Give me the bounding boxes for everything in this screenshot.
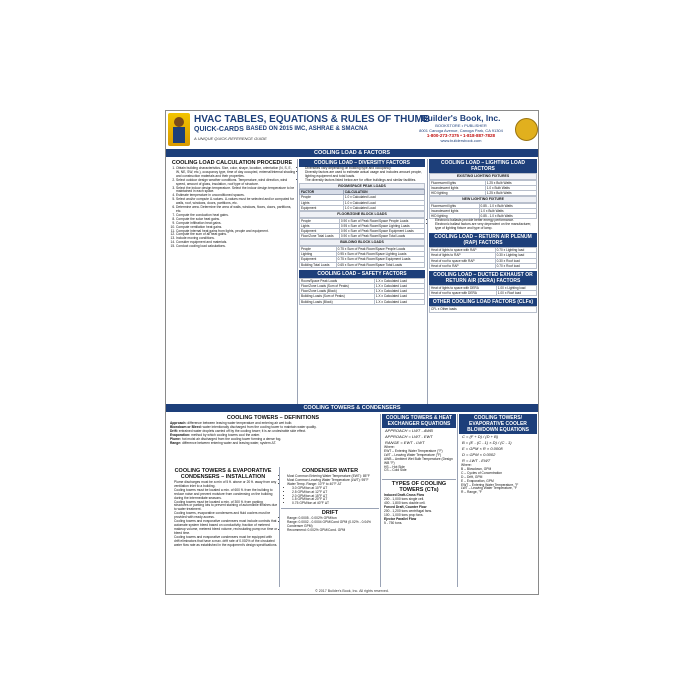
table-row: Equipment 0.75 x Sum of Peak Room/Space Equipment Loads [300,257,425,262]
definition-item: Evaporation: method by which cooling towers cool the water. [170,432,260,437]
blowdown-def: LWT – Leaving Water Temperature, °F [461,486,517,491]
installation-bullet: • Cooling towers must be located a min. of 600 ft. from the building to reduce noise and prevent moisture from condensing on the building during the intermediate seasons. [174,489,278,501]
table-row: Heat of lights to RAP 0.30 x Lighting load [430,253,537,258]
calc-step: 15. Conduct cooling load calculations. [176,245,296,249]
calc-steps [168,167,296,249]
drift-item: • Recommend: 0.002% GPM/Cond. GPM [287,529,379,533]
installation-bullets [168,481,278,547]
calc-step: 2. Select outdoor design weather conditions. Temperature, wind direction, wind speed, amount of glass, insulation, roof type of structure. [176,179,296,187]
dera-title: COOLING LOAD – DUCTED EXHAUST OR RETURN AIR (DERA) FACTORS [429,271,537,285]
types-item: 5 - 750 tons. [384,520,403,525]
rap-table [429,247,537,269]
table-row: Incandescent lights 1.0 x Bulb Watts [430,209,537,214]
table-row: CFL x Other loads [430,307,537,312]
blowdown-def: EWT – Entering Water Temperature, °F [461,482,519,487]
table-row: Equipment 0.90 x Sum of Peak Room/Space Equipment Loads [300,229,425,234]
table-row: Building Loads (Sum of Peaks) 1.X x Calculated Load [300,294,425,299]
floor-block-table [299,218,425,240]
hx-equation: APPROACH = LWT - AWB [385,428,433,433]
existing-table [429,180,537,197]
calc-procedure-column [168,159,296,404]
table-row: People 1.0 x Calculated Load [300,195,425,200]
calc-step: 12. Compute the sum of all heat gains. [176,233,296,237]
diversity-bullet: • Diversity factors are used to estimate actual usage and includes amount people, lighting equipment and total loads. [305,171,425,179]
publisher-url: www.buildersbook.com [440,138,482,143]
existing-title: EXISTING LIGHTING FIXTURES [429,173,537,180]
table-row: Equipment 1.0 x Calculated Load [300,205,425,210]
table-row: Heat of lights to space with RAP 0.70 x Lighting load [430,248,537,253]
definitions-title: COOLING TOWERS – DEFINITIONS [226,415,320,421]
types-item: 200 - 1,200 tons centrifugal fans. [384,508,433,513]
types-item: 200 - 1,000 tons single cell. [384,497,425,502]
table-row: Floor/Zone Loads (Block) 1.X x Calculated Load [300,289,425,294]
table-row: Lights 1.0 x Calculated Load [300,200,425,205]
hx-def: AWB – Ambient Wet Bulb Temperature (Design WB °F) [384,456,453,465]
blowdown-block [459,414,537,587]
new-title: NEW LIGHTING FIXTURE [429,196,537,203]
definition-item: Range: difference between entering water and leaving water, system ΔT. [170,440,277,445]
types-group-head: Forced Draft, Counter Flow [384,505,427,510]
safety-table [299,278,425,305]
blowdown-where: Where: [461,463,472,467]
drift-item: • Range: 0.0005 - 0.002% GPM/ton [287,517,379,521]
hx-def: CS – Cold Side [384,468,407,473]
blowdown-equation: D = GPM × 0.0002 [462,452,496,457]
blowdown-def: B – Blowdown, GPM [461,466,492,471]
dera-table [429,285,537,296]
table-row: Incandescent lights 1.0 x Bulb Watts [430,185,537,190]
table-row: Floor/Zone Total Loads 0.90 x Sum of Peak Room/Space Total Loads [300,234,425,239]
types-title: TYPES OF COOLING TOWERS (CTs) [382,479,456,494]
calc-step: 7. Compute the conduction heat gains. [176,214,296,218]
definition-item: Approach: difference between leaving water temperature and entering air wet bulb. [170,421,293,425]
tagline: A UNIQUE QUICK-REFERENCE GUIDE [194,136,267,141]
diversity-title: COOLING LOAD – DIVERSITY FACTORS [299,159,425,167]
quick-card [165,110,539,595]
product-name: QUICK-CARDS [194,126,244,133]
room-peak-table [299,189,425,211]
types-group-head: Induced Draft-Cross Flow [384,493,425,498]
condenser-item: • 3.0 GPM/ton at 10°F ΔT [292,487,379,491]
calc-step: 11. Compute internal heat gains from lights, people and equipment. [176,230,296,234]
lighting-note: • Electronic ballast factors are very dependent on the manufacturer, type of lighting fixture and type of lamp. [435,223,537,231]
blowdown-def: D – Drift, GPM [461,474,483,479]
definition-item: Blowdown or Bleed: water intentionally discharged from the cooling tower to maintain water quality. [170,424,317,429]
table-row: Heat of roof to RAP 0.70 x Roof load [430,263,537,268]
publisher-phone: 1-800-273-7375 • 1-818-887-7828 [426,133,496,138]
lighting-note: • Electronic ballasts provide better energy performance. [435,219,537,223]
worker-logo-icon [168,113,190,146]
table-row: Building Total Loads 0.65 x Sum of Peak Room/Space Total Loads [300,262,425,267]
calc-step: 5. Select and/or compute U-values. U-values must be selected and/or computed for walls, roof, windows, doors, partitions, etc. [176,198,296,206]
blowdown-equation: B = (E - (C - 1) × D) / (C - 1) [462,440,512,445]
condenser-title: CONDENSER WATER [301,468,359,474]
publisher-name: Builder's Book, Inc. [421,113,501,123]
copyright-footer: © 2017 Builder's Book, Inc. All rights reserved. [315,589,389,593]
blowdown-def: C – Cycles of Concentration [461,470,503,475]
condenser-item: • 0.75 GPM/ton at 40°F ΔT [292,502,379,506]
calc-step: 9. Compute infiltration heat gains. [176,222,296,226]
diversity-bullet: • The diversity factors listed below are for office buildings and similar facilities. [305,179,425,183]
hx-def: HS – Hot Side [384,464,405,469]
towers-banner: COOLING TOWERS & CONDENSERS [166,404,538,412]
table-row: Heat of roof to space with RAP 0.30 x Roof load [430,258,537,263]
installation-bullet: • Cooling towers must be located a min. of 300 ft. from parking structures or parking lots to prevent staining of automobile finishes due to water treatment. [174,501,278,513]
calc-step: 1. Obtain building characteristics. Size, color, shape, location, orientation (N, S, E, W, NE, SW, etc.), occupancy type, time of day occupied, external/internal shading and construction materials and their properties. [176,167,296,179]
table-row: Room/Space Peak Loads 1.X x Calculated Load [300,278,425,283]
installation-bullet: • Cooling towers, evaporative condensers and fluid coolers must be provided with ready access. [174,512,278,520]
table-row: Fluorescent lights 0.85 - 1.0 x Bulb Watts [430,203,537,208]
calc-step: 8. Compute the solar heat gains. [176,218,296,222]
table-row: Heat of roof to space with DERA 1.00 x Roof load [430,291,537,296]
calc-step: 4. Estimate temperature in unconditioned spaces. [176,194,296,198]
condenser-item: • 2.0 GPM/ton at 15°F ΔT [292,495,379,499]
blowdown-equation: R = LWT - EWT [462,458,491,463]
publisher-address: 8001 Canoga Avenue, Canoga Park, CA 91304 [419,128,503,133]
blowdown-def: R – Range, °F [461,490,482,495]
blowdown-equation: C = (F + D) / (D + B) [462,434,499,439]
hx-title: COOLING TOWERS & HEAT EXCHANGER EQUATIONS [382,414,456,428]
drift-items [281,517,379,533]
new-table [429,203,537,220]
publisher-sub: BOOKSTORE • PUBLISHER [435,123,487,128]
publisher-block [411,113,511,143]
col-factor: FACTOR [300,190,344,195]
award-seal-icon [515,118,538,141]
room-peak-title: ROOM/SPACE PEAK LOADS [299,183,425,190]
installation-bullet: • Plume discharges must be a min of 5 ft. above or 20 ft. away from any ventilation inlet to a building. [174,481,278,489]
table-row: HID lighting 1.25 x Bulb Watts [430,191,537,196]
hx-equation: APPROACH = LWT - EWT [385,434,433,439]
building-block-table [299,246,425,268]
installation-block [168,467,278,587]
definition-item: Drift: entrained water droplets carried off by the cooling tower; it is an undesirable side effect. [170,428,307,433]
based-on: BASED ON 2015 IMC, ASHRAE & SMACNA [246,126,368,132]
blowdown-equation: E = GPM × R × 0.0008 [462,446,503,451]
table-row: Fluorescent lights 1.25 x Bulb Watts [430,180,537,185]
floor-block-title: FLOOR/ZONE BLOCK LOADS [299,211,425,218]
card-header [166,111,538,150]
installation-title: COOLING TOWERS & EVAPORATIVE CONDENSERS – INSTALLATION [174,468,272,480]
other-clf-title: OTHER COOLING LOAD FACTORS (CLFs) [429,298,537,306]
condenser-item: • Water Temp. Range: 10°F to 40°F ΔT [287,483,379,487]
hx-block [382,414,456,587]
condenser-item: • Most Common Leaving Water Temperature (LWT): 95°F [287,479,379,483]
cooling-banner: COOLING LOAD & FACTORS [166,149,538,157]
table-row: Lights 0.95 x Sum of Peak Room/Space Lighting Loads [300,223,425,228]
blowdown-def: E – Evaporation, GPM [461,478,494,483]
condenser-items [281,475,379,506]
calc-step: 14. Consider equipment and materials. [176,241,296,245]
table-row: Building Loads (Block) 1.X x Calculated Load [300,299,425,304]
table-row: Heat of lights to space with DERA 1.00 x Lighting load [430,285,537,290]
drift-title: DRIFT [281,508,379,517]
condenser-item: • 1.5 GPM/ton at 20°F ΔT [292,498,379,502]
hx-def: LWT – Leaving Water Temperature (°F) [384,452,442,457]
table-row: People 0.75 x Sum of Peak Room/Space People Loads [300,247,425,252]
building-block-title: BUILDING BLOCK LOADS [299,239,425,246]
installation-bullet: • Cooling towers and evaporative condensers must be equipped with drift eliminators that have a max. drift rate of 0.002% of the circulated water flow rate as established in the equipment's design specifications. [174,536,278,548]
diversity-bullet: • Diversities vary depending on building type and occupancy. [305,167,425,171]
installation-bullet: • Cooling towers and evaporative condensers must include controls that automate system bleed based on conductivity, fraction of metered makeup volume, metered bleed volume, recirculating pump run time or bleed time. [174,520,278,536]
calc-title: COOLING LOAD CALCULATION PROCEDURE [171,160,293,166]
lighting-column [429,159,537,404]
calc-step: 10. Compute ventilation heat gains. [176,226,296,230]
condenser-item: • Most Common Entering Water Temperature (EWT): 85°F [287,475,379,479]
diversity-bullets [299,167,425,183]
safety-title: COOLING LOAD – SAFETY FACTORS [299,270,425,278]
lighting-notes [429,219,537,231]
rap-title: COOLING LOAD – RETURN AIR PLENUM (RAP) FACTORS [429,233,537,247]
table-row: Floor/Zone Loads (Sum of Peaks) 1.X x Calculated Load [300,284,425,289]
hx-equation: RANGE = EWT - LWT [385,440,425,445]
condenser-item: • 2.5 GPM/ton at 12°F ΔT [292,491,379,495]
card-title: HVAC TABLES, EQUATIONS & RULES OF THUMB [194,114,431,125]
table-row: HID lighting 0.85 - 1.0 x Bulb Watts [430,214,537,219]
hx-where: Where: [384,445,395,449]
drift-item: • Range: 0.0002 - 0.0004 GPM/Cond GPM (0.02% - 0.04% Condenser GPM) [287,521,379,529]
definitions-block [168,414,378,466]
table-row: People 0.90 x Sum of Peak Room/Space People Loads [300,218,425,223]
col-calc: CALCULATION [343,190,424,195]
types-item: 100 - 1,000 tons prop fans. [384,512,424,517]
definition-item: Plume: hot moist air discharged from the cooling tower forming a dense fog. [170,436,282,441]
table-row: Lighting 0.95 x Sum of Peak Room/Space Lighting Loads [300,252,425,257]
calc-step: 13. Include moving conditions. [176,237,296,241]
lighting-title: COOLING LOAD – LIGHTING LOAD FACTORS [429,159,537,173]
calc-step: 3. Select the indoor design temperature. Select the indoor design temperature to be maintained in each space. [176,187,296,195]
other-clf-table [429,306,537,312]
diversity-column [299,159,425,404]
calc-step: 6. Determine area. Determine the area of walls, windows, floors, doors, partitions, etc. [176,206,296,214]
hx-def: EWT – Entering Water Temperature (°F) [384,448,443,453]
blowdown-title: COOLING TOWERS/ EVAPORATIVE COOLER BLOWDOWN EQUATIONS [459,414,537,434]
condenser-block [281,467,379,587]
types-item: 400 - 1,800 tons double cell. [384,501,426,506]
types-group-head: Ejector Parallel Flow [384,516,417,521]
